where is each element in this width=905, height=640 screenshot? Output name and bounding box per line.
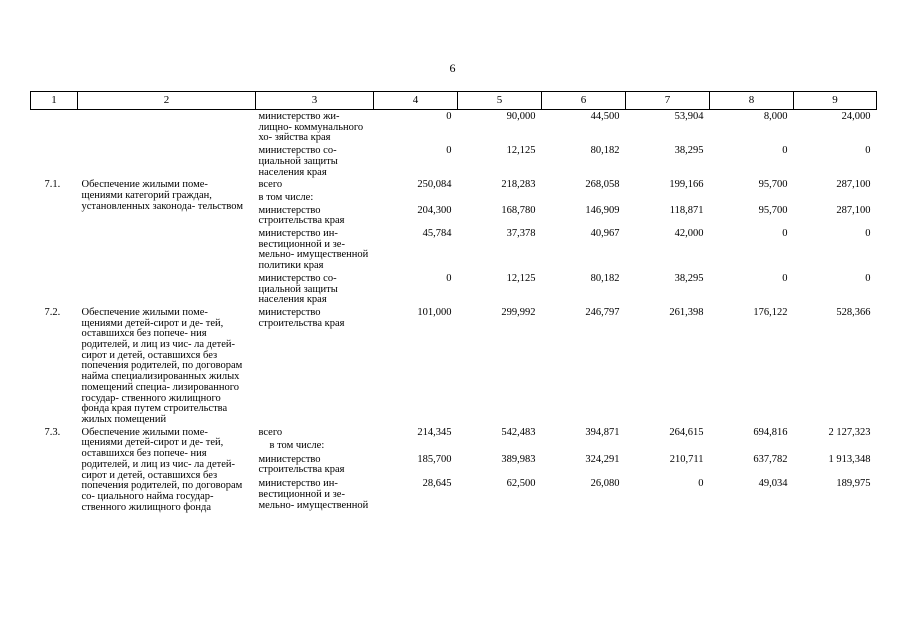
value-cell-year-5: 8,000 xyxy=(763,111,788,122)
value-cell-year-3: 394,871 xyxy=(585,426,620,438)
value-cell-year-5 xyxy=(710,439,794,452)
value-cell-year-6: 287,100 xyxy=(836,179,871,191)
value-cell-year-5: 49,034 xyxy=(758,478,788,490)
value-cell-year-1: 0 xyxy=(446,272,452,284)
value-cell-year-1: 28,645 xyxy=(422,478,452,490)
funding-source-label: министерство строительства края xyxy=(258,306,345,329)
row-description: Обеспечение жилыми поме- щениями категорий граждан, установленных законода- тельством xyxy=(81,179,243,212)
value-cell-year-3: 26,080 xyxy=(590,478,620,490)
value-cell-year-4: 38,295 xyxy=(674,272,704,284)
header-col-1: 1 xyxy=(31,92,78,110)
row-number xyxy=(31,110,78,179)
value-cell-year-3: 324,291 xyxy=(585,453,620,465)
value-cell-year-6: 0 xyxy=(865,272,871,284)
value-cell-year-4: 42,000 xyxy=(674,228,704,240)
funding-source-label: министерство ин- вестиционной и зе- мельно- имущественной xyxy=(258,478,369,511)
value-cell-year-5: 0 xyxy=(782,228,788,240)
value-cell-year-4: 210,711 xyxy=(669,453,704,465)
value-cell-year-2: 90,000 xyxy=(506,111,536,122)
value-cell-year-2: 542,483 xyxy=(501,426,536,438)
funding-source-label: министерство ин- вестиционной и зе- мельно- имущественной политики края xyxy=(258,228,369,272)
value-cell-year-1: 204,300 xyxy=(417,204,452,216)
value-cell-year-3: 80,182 xyxy=(590,272,620,284)
value-cell-year-5: 637,782 xyxy=(753,453,788,465)
row-description xyxy=(78,110,256,179)
row-number: 7.3. xyxy=(44,426,61,438)
value-cell-year-5 xyxy=(710,191,794,204)
value-cell-year-3 xyxy=(542,439,626,452)
value-cell-year-2: 389,983 xyxy=(501,453,536,465)
header-col-4: 4 xyxy=(374,92,458,110)
value-cell-year-4: 38,295 xyxy=(674,145,704,157)
row-number: 7.1. xyxy=(44,179,61,191)
table-row xyxy=(31,426,877,439)
header-col-2: 2 xyxy=(78,92,256,110)
value-cell-year-1 xyxy=(374,191,458,204)
value-cell-year-2 xyxy=(458,191,542,204)
table-row xyxy=(31,178,877,191)
header-col-5: 5 xyxy=(458,92,542,110)
value-cell-year-2: 218,283 xyxy=(501,179,536,191)
header-col-9: 9 xyxy=(794,92,877,110)
value-cell-year-3: 44,500 xyxy=(590,111,620,122)
header-col-8: 8 xyxy=(710,92,794,110)
table-body xyxy=(31,110,877,514)
value-cell-year-4 xyxy=(626,439,710,452)
value-cell-year-3: 40,967 xyxy=(590,228,620,240)
value-cell-year-4: 118,871 xyxy=(669,204,704,216)
value-cell-year-4: 264,615 xyxy=(669,426,704,438)
row-number: 7.2. xyxy=(44,306,61,318)
value-cell-year-4 xyxy=(626,191,710,204)
header-col-7: 7 xyxy=(626,92,710,110)
funding-source-label: министерство со- циальной защиты населения края xyxy=(258,145,338,178)
funding-source-label: всего xyxy=(258,179,283,191)
value-cell-year-6: 287,100 xyxy=(836,204,871,216)
table-row xyxy=(31,306,877,426)
row-description: Обеспечение жилыми поме- щениями детей-сирот и де- тей, оставшихся без попече- ния родителей, и лиц из чис- ла детей-сирот и детей, оставшихся без попечения родителей, по договорам найма специализированных жилых помещений специа- лизированного государ- ственного жилищного фонда края путем строительства жилых помещений xyxy=(81,306,243,425)
value-cell-year-1: 185,700 xyxy=(417,453,452,465)
value-cell-year-6: 2 127,323 xyxy=(828,426,871,438)
value-cell-year-5: 176,122 xyxy=(753,306,788,318)
value-cell-year-6: 24,000 xyxy=(841,111,871,122)
value-cell-year-5: 694,816 xyxy=(753,426,788,438)
value-cell-year-4: 0 xyxy=(698,478,704,490)
funding-source-label: министерство жи- лищно- коммунального хо- зяйства края xyxy=(258,111,364,144)
value-cell-year-2: 12,125 xyxy=(506,145,536,157)
value-cell-year-3: 246,797 xyxy=(585,306,620,318)
row-description: Обеспечение жилыми поме- щениями детей-сирот и де- тей, оставшихся без попече- ния родителей, и лиц из чис- ла детей-сирот и детей, оставшихся без попечения родителей, по договорам со- циального найма государ- ственного жилищного фонда xyxy=(81,426,243,513)
funding-source-label: в том числе: xyxy=(269,440,325,452)
header-col-3: 3 xyxy=(256,92,374,110)
value-cell-year-3 xyxy=(542,191,626,204)
value-cell-year-6: 1 913,348 xyxy=(828,453,871,465)
value-cell-year-4: 261,398 xyxy=(669,306,704,318)
value-cell-year-1: 0 xyxy=(446,111,452,122)
value-cell-year-4: 53,904 xyxy=(674,111,704,122)
value-cell-year-6 xyxy=(794,439,877,452)
page-number: 6 xyxy=(449,61,456,75)
value-cell-year-4: 199,166 xyxy=(669,179,704,191)
value-cell-year-5: 95,700 xyxy=(758,179,788,191)
value-cell-year-3: 80,182 xyxy=(590,145,620,157)
value-cell-year-6: 0 xyxy=(865,145,871,157)
funding-table xyxy=(30,91,877,513)
value-cell-year-6 xyxy=(794,191,877,204)
value-cell-year-3: 146,909 xyxy=(585,204,620,216)
value-cell-year-5: 0 xyxy=(782,272,788,284)
value-cell-year-1: 214,345 xyxy=(417,426,452,438)
funding-source-label: министерство строительства края xyxy=(258,453,345,476)
funding-source-label: в том числе: xyxy=(258,191,314,203)
value-cell-year-2: 12,125 xyxy=(506,272,536,284)
value-cell-year-2: 299,992 xyxy=(501,306,536,318)
value-cell-year-1: 0 xyxy=(446,145,452,157)
value-cell-year-1: 101,000 xyxy=(417,306,452,318)
header-row xyxy=(31,92,877,110)
value-cell-year-5: 95,700 xyxy=(758,204,788,216)
funding-source-label: всего xyxy=(258,426,283,438)
value-cell-year-1: 250,084 xyxy=(417,179,452,191)
value-cell-year-5: 0 xyxy=(782,145,788,157)
value-cell-year-1 xyxy=(374,439,458,452)
value-cell-year-2 xyxy=(458,439,542,452)
value-cell-year-2: 168,780 xyxy=(501,204,536,216)
funding-source-label: министерство со- циальной защиты населения края xyxy=(258,272,338,306)
value-cell-year-2: 37,378 xyxy=(506,228,536,240)
value-cell-year-6: 189,975 xyxy=(836,478,871,490)
funding-source-label: министерство строительства края xyxy=(258,204,345,227)
value-cell-year-6: 528,366 xyxy=(836,306,871,318)
value-cell-year-2: 62,500 xyxy=(506,478,536,490)
table-row xyxy=(31,110,877,145)
value-cell-year-1: 45,784 xyxy=(422,228,452,240)
value-cell-year-3: 268,058 xyxy=(585,179,620,191)
value-cell-year-6: 0 xyxy=(865,228,871,240)
header-col-6: 6 xyxy=(542,92,626,110)
